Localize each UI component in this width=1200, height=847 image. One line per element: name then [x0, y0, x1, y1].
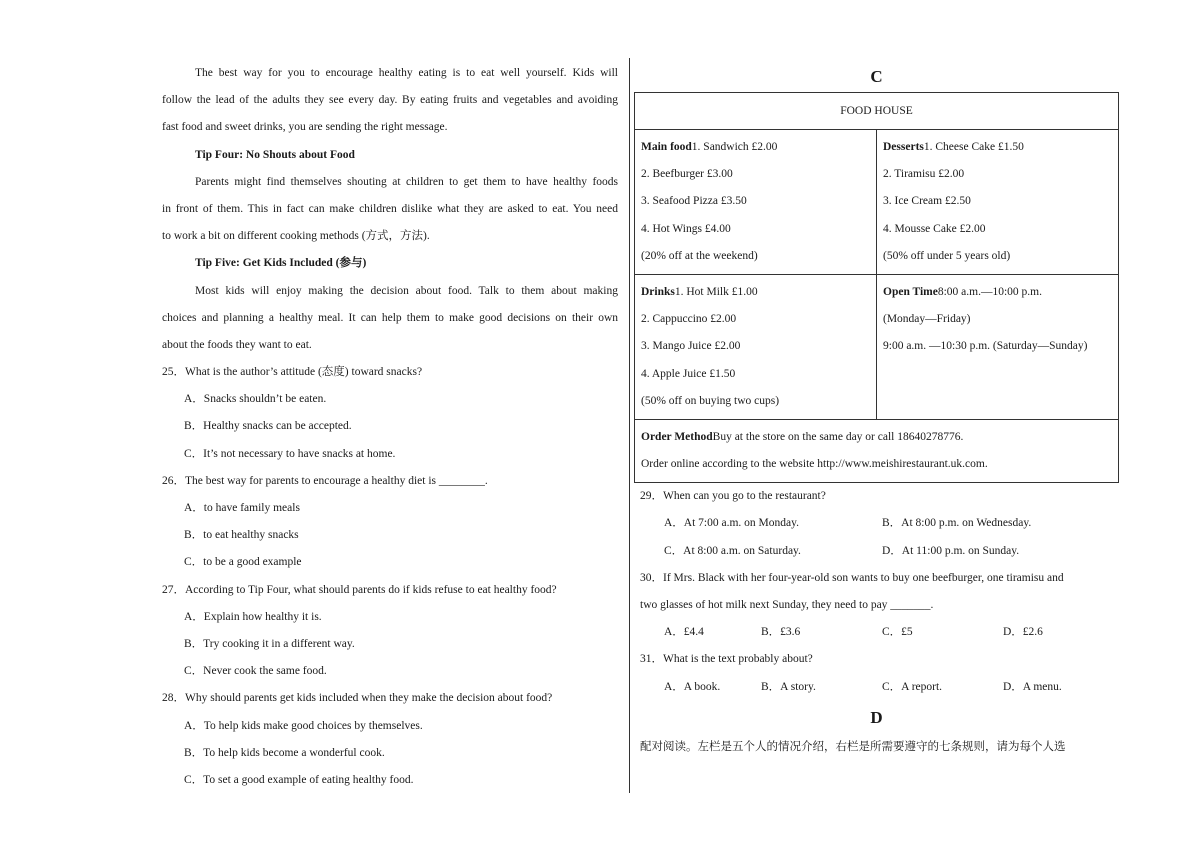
drinks-label: Drinks [641, 285, 675, 298]
discount-note: (50% off on buying two cups) [641, 394, 780, 407]
question-25: 25．What is the author’s attitude (态度) toward snacks? [162, 366, 423, 379]
option-29-d: D．At 11:00 p.m. on Sunday. [882, 544, 1020, 557]
option-25-b: B．Healthy snacks can be accepted. [184, 420, 352, 433]
drinks-cell [635, 274, 877, 419]
tip-five-heading: Tip Five: Get Kids Included (参与) [195, 257, 367, 270]
tip-four-heading: Tip Four: No Shouts about Food [195, 148, 355, 161]
food-house-menu [634, 92, 1119, 483]
menu-item: 3. Mango Juice £2.00 [641, 340, 741, 353]
option-27-c: C．Never cook the same food. [184, 665, 327, 678]
question-29: 29．When can you go to the restaurant? [640, 490, 826, 503]
open-time-weekend: 9:00 a.m. —10:30 p.m. (Saturday—Sunday) [883, 340, 1088, 353]
question-30-line-2: two glasses of hot milk next Sunday, they need to pay _______. [640, 599, 934, 611]
option-31-b: B．A story. [761, 680, 816, 693]
order-method-cell [635, 419, 1119, 482]
desserts-cell [877, 130, 1119, 275]
open-time-cell [877, 274, 1119, 419]
question-29-block [634, 483, 1119, 565]
option-31-c: C．A report. [882, 680, 943, 693]
menu-item: 2. Beefburger £3.00 [641, 168, 733, 181]
main-food-label: Main food [641, 141, 692, 153]
menu-item: 3. Ice Cream £2.50 [883, 195, 971, 208]
order-method-label: Order Method [641, 430, 713, 443]
order-method-online: Order online according to the website http://www.meishirestaurant.uk.com. [641, 458, 988, 471]
paragraph-line: follow the lead of the adults they see every day. By eating fruits and vegetables and avoiding [162, 94, 618, 107]
paragraph-line: The best way for you to encourage healthy eating is to eat well yourself. Kids will [195, 67, 618, 79]
column-divider [629, 58, 630, 793]
menu-item: 1. Cheese Cake £1.50 [923, 141, 1024, 153]
order-method-phone: Buy at the store on the same day or call 18640278776. [712, 430, 964, 443]
paragraph-line: in front of them. This in fact can make children dislike what they are asked to eat. You need [162, 202, 618, 215]
menu-item: 4. Mousse Cake £2.00 [883, 222, 986, 235]
question-30-line-1: 30．If Mrs. Black with her four-year-old son wants to buy one beefburger, one tiramisu and [640, 571, 1064, 584]
menu-title: FOOD HOUSE [635, 93, 1119, 130]
desserts-label: Desserts [883, 141, 924, 153]
question-27: 27．According to Tip Four, what should parents do if kids refuse to eat healthy food? [162, 583, 557, 596]
option-29-b: B．At 8:00 p.m. on Wednesday. [882, 517, 1032, 530]
option-28-c: C．To set a good example of eating healthy food. [184, 773, 414, 786]
discount-note: (50% off under 5 years old) [883, 249, 1011, 262]
option-30-d: D．£2.6 [1003, 626, 1043, 639]
question-30-block [634, 565, 1119, 647]
option-26-b: B．to eat healthy snacks [184, 529, 299, 542]
option-26-a: A．to have family meals [184, 502, 300, 514]
open-time-days: (Monday—Friday) [883, 313, 971, 326]
right-column [634, 62, 1119, 760]
menu-item: 1. Sandwich £2.00 [691, 141, 778, 153]
option-26-c: C．to be a good example [184, 556, 302, 569]
paragraph-line: about the foods they want to eat. [162, 338, 312, 351]
option-29-c: C．At 8:00 a.m. on Saturday. [664, 544, 801, 557]
option-28-b: B．To help kids become a wonderful cook. [184, 746, 385, 759]
option-25-c: C．It’s not necessary to have snacks at home. [184, 447, 396, 460]
open-time-label: Open Time [883, 285, 938, 298]
option-27-b: B．Try cooking it in a different way. [184, 637, 355, 650]
option-27-a: A．Explain how healthy it is. [184, 610, 322, 623]
discount-note: (20% off at the weekend) [641, 249, 758, 262]
main-food-cell [635, 130, 877, 275]
left-column [162, 60, 618, 794]
paragraph-line: fast food and sweet drinks, you are sending the right message. [162, 121, 448, 134]
option-31-a: A．A book. [664, 680, 721, 693]
option-25-a: A．Snacks shouldn’t be eaten. [184, 393, 327, 406]
menu-item: 3. Seafood Pizza £3.50 [641, 195, 747, 208]
menu-item: 4. Apple Juice £1.50 [641, 367, 736, 380]
option-31-d: D．A menu. [1003, 680, 1062, 693]
question-26: 26．The best way for parents to encourage a healthy diet is ________. [162, 474, 488, 487]
menu-item: 2. Tiramisu £2.00 [883, 168, 965, 181]
option-30-c: C．£5 [882, 626, 913, 639]
open-time-weekday: 8:00 a.m.—10:00 p.m. [937, 285, 1042, 298]
paragraph-line: to work a bit on different cooking methods (方式，方法). [162, 230, 430, 243]
paragraph-line: Parents might find themselves shouting at children to get them to have healthy foods [195, 175, 618, 188]
section-d-intro: 配对阅读。左栏是五个人的情况介绍，右栏是所需要遵守的七条规则，请为每个人选 [640, 738, 1066, 753]
menu-item: 1. Hot Milk £1.00 [674, 285, 758, 298]
paragraph-line: Most kids will enjoy making the decision about food. Talk to them about making [195, 284, 618, 297]
question-28: 28．Why should parents get kids included when they make the decision about food? [162, 692, 553, 705]
section-d-heading: D [870, 707, 883, 727]
question-31: 31．What is the text probably about? [640, 653, 813, 666]
question-31-block [634, 646, 1119, 700]
paragraph-line: choices and planning a healthy meal. It can help them to make good decisions on their own [162, 311, 618, 324]
option-29-a: A．At 7:00 a.m. on Monday. [664, 517, 800, 530]
menu-item: 4. Hot Wings £4.00 [641, 222, 731, 235]
option-28-a: A．To help kids make good choices by themselves. [184, 719, 423, 732]
option-30-b: B．£3.6 [761, 626, 801, 639]
section-c-heading: C [870, 67, 883, 86]
option-30-a: A．£4.4 [664, 626, 704, 639]
menu-item: 2. Cappuccino £2.00 [641, 313, 737, 326]
